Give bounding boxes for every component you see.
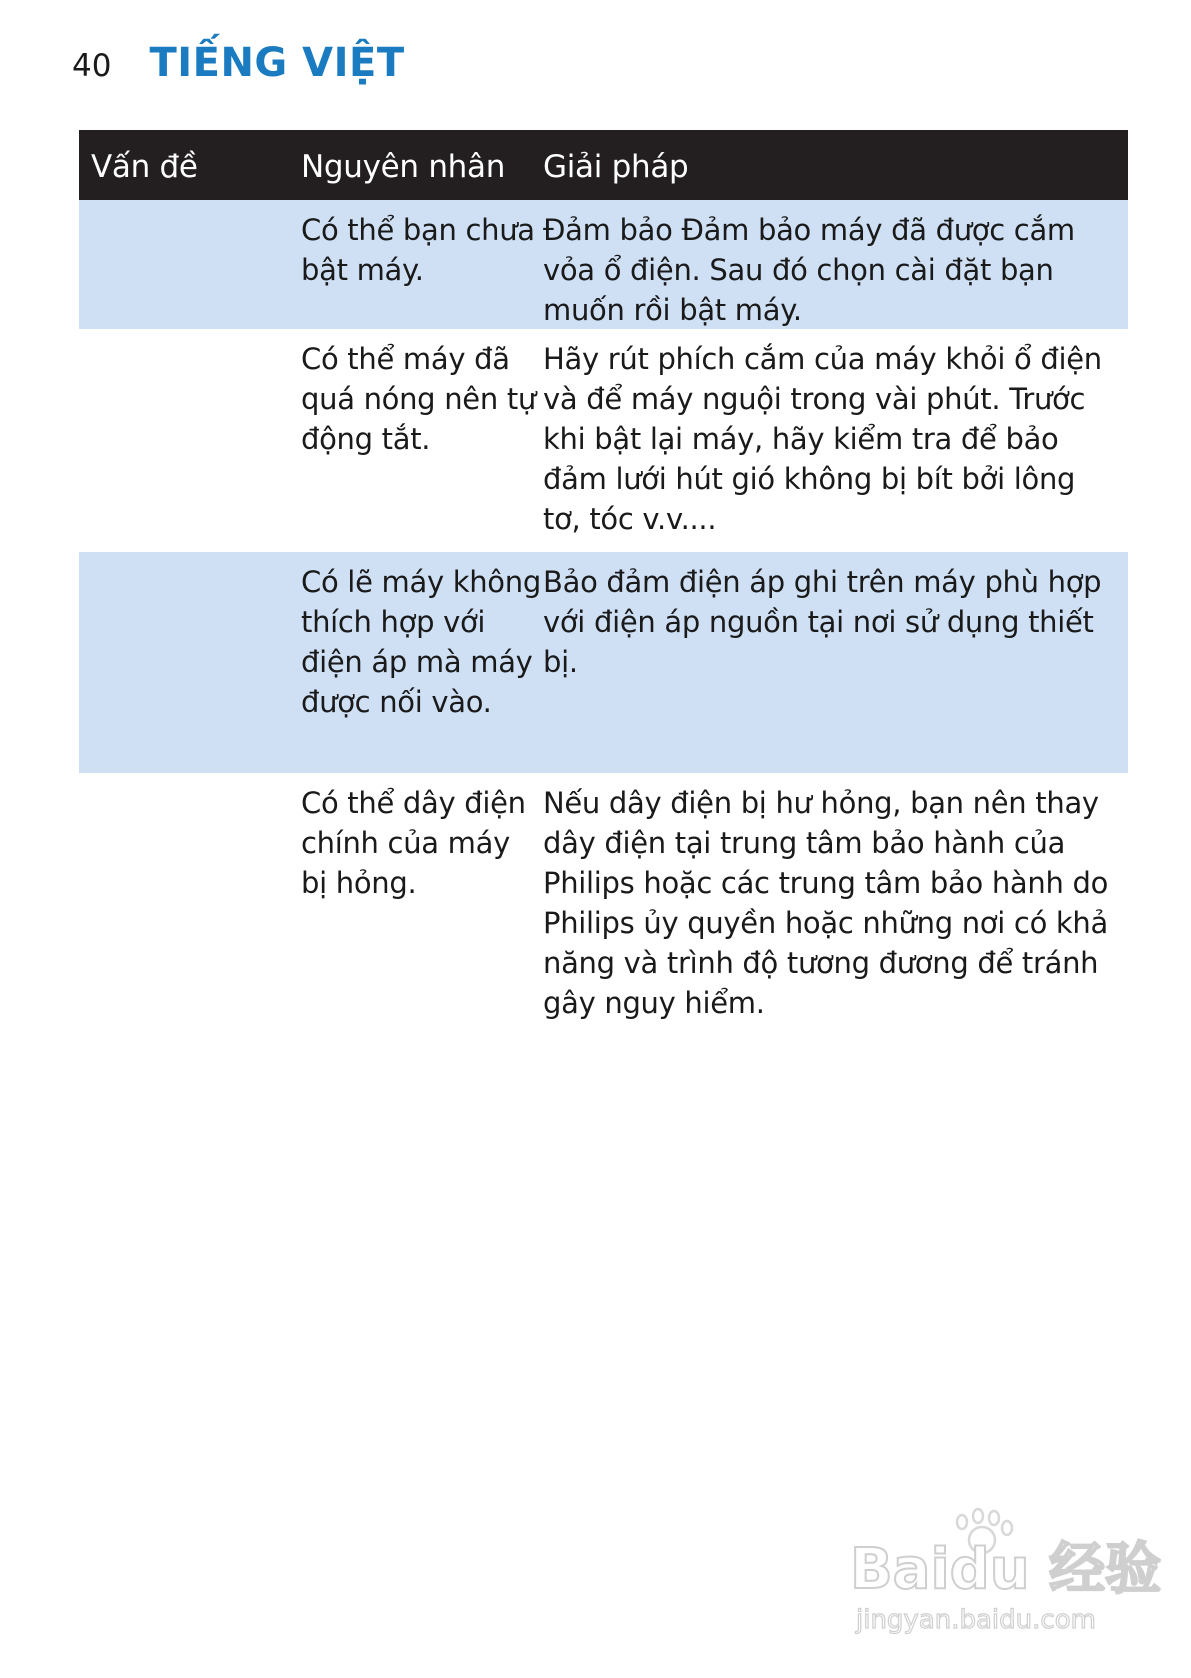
problem-cell [79,562,301,763]
column-header-cause: Nguyên nhân [301,149,506,185]
table-row [79,773,1128,1043]
cause-cell: Có thể máy đã quá nóng nên tự động tắt. [301,342,536,456]
cause-cell: Có thể bạn chưa bật máy. [301,213,535,287]
baidu-watermark [850,1510,1162,1640]
problem-cell [79,339,301,542]
problem-cell [79,783,301,1033]
solution-cell: Hãy rút phích cắm của máy khỏi ổ điện và để máy nguội trong vài phút. Trước khi bật lại máy, hãy kiểm tra để bảo đảm lưới hút gió không bị bít bởi lông tơ, tóc v.v.... [543,342,1102,536]
page-number: 40 [72,48,112,84]
table-header-row [79,130,1128,200]
column-header-problem: Vấn đề [91,149,198,185]
table-row [79,329,1128,552]
cause-cell: Có thể dây điện chính của máy bị hỏng. [301,786,526,900]
solution-cell: Bảo đảm điện áp ghi trên máy phù hợp với điện áp nguồn tại nơi sử dụng thiết bị. [543,565,1102,679]
section-title: TIẾNG VIỆT [149,40,405,86]
table-row [79,552,1128,773]
watermark-url: jingyan.baidu.com [856,1605,1096,1635]
page-header [72,40,405,86]
table-row [79,200,1128,329]
solution-cell: Nếu dây điện bị hư hỏng, bạn nên thay dây điện tại trung tâm bảo hành của Philips hoặc các trung tâm bảo hành do Philips ủy quyền hoặc những nơi có khả năng và trình độ tương đương để tránh gây nguy hiểm. [543,786,1109,1020]
watermark-brand: Baidu 经验 [850,1537,1162,1602]
troubleshooting-table [79,130,1128,1043]
problem-cell [79,210,301,319]
solution-cell: Đảm bảo Đảm bảo máy đã được cắm vỏa ổ điện. Sau đó chọn cài đặt bạn muốn rồi bật máy. [543,213,1075,327]
column-header-solution: Giải pháp [543,149,689,185]
cause-cell: Có lẽ máy không thích hợp với điện áp mà máy được nối vào. [301,565,541,719]
